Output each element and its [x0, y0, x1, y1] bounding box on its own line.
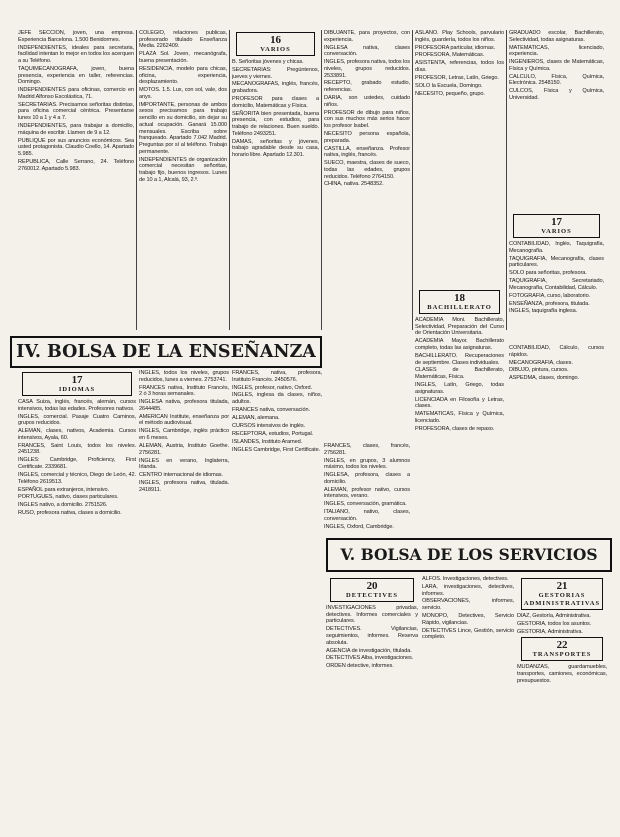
- ad-text: CULCOS, Física y Química, Universidad.: [509, 88, 604, 102]
- ad-text: PORTUGUES, nativo, clases particulares.: [18, 494, 119, 501]
- ad-text: NECESITO, pequeño, grupo.: [415, 90, 485, 97]
- ad-text: INGLES, comercial y técnico, Diego de León, 42. Teléfono 2619513.: [18, 471, 136, 485]
- ad-text: MATEMATICAS, licenciado, experiencia.: [509, 44, 604, 58]
- ad-text: INGLES, inglesa da clases, niños, adultos.: [232, 392, 322, 406]
- ad-text: TAQUIGRAFIA, Mecanografía, clases particulares.: [509, 255, 604, 269]
- ad-text: GESTORIA, todos los asuntos.: [517, 620, 592, 627]
- ad-text: RUSO, profesora nativa, clases a domicilio.: [18, 510, 122, 517]
- ad-text: ENSEÑANZA, profesora, titulada.: [509, 300, 590, 307]
- ad-text: CLASES de Bachillerato, Matemáticas, Física.: [415, 367, 504, 381]
- ad-text: B. Señoritas jóvenes y chicas.: [232, 59, 304, 65]
- ad-text: INDEPENDIENTES de organización comercial necesitan señoritas, trabajo fijo, buenos ingresos. Lunes de 10 a 1, Alcalá, 93, 2.º.: [139, 156, 227, 183]
- ad-text: INGLES, comercial. Pasaje Cuatro Caminos, grupos reducidos.: [18, 413, 136, 427]
- section-title: DETECTIVES: [346, 592, 398, 599]
- section-number: 22: [556, 639, 568, 652]
- ad-text: INGLES, Oxford, Cambridge.: [324, 523, 394, 530]
- section-header-varios-17: [513, 214, 600, 238]
- column-detectives: [326, 576, 418, 832]
- ad-text: FRANCES nativa, Instituto Francés, 2 ó 3 horas semanales.: [139, 384, 229, 398]
- section-header-varios-16: [236, 32, 315, 56]
- section-header-detectives: [330, 578, 414, 602]
- ad-text: COLEGIO, relaciones publicas, profesorado titulado Enseñanza Media. 2262409.: [139, 30, 227, 50]
- section-title: TRANSPORTES: [532, 651, 592, 659]
- ad-text: NECESITO persona española, preparada.: [324, 130, 410, 144]
- column-rule: [506, 30, 507, 330]
- ad-text: ASPEDMA, clases, domingo.: [509, 375, 579, 382]
- ad-text: BACHILLERATO. Recuperaciones de septiembre. Clases individuales.: [415, 352, 504, 366]
- ad-text: PROFESOR para clases a domicilio, Matemáticas y Física.: [232, 96, 319, 109]
- ad-text: CENTRO internacional de idiomas.: [139, 472, 223, 479]
- ad-text: INGLES, profesora nativa, todos los niveles, grupos reducidos. 2533891.: [324, 59, 410, 79]
- section-title: VARIOS: [541, 228, 572, 235]
- column-rule: [229, 30, 230, 330]
- ad-text: GESTORIA, Administrativa.: [517, 628, 583, 635]
- ad-text: INGENIEROS, clases de Matemáticas, Física y Química.: [509, 59, 604, 72]
- ad-text: INGLES Cambridge, First Certificate.: [232, 446, 321, 453]
- column-6-lower: [509, 212, 604, 342]
- column-idiomas-4: [324, 443, 410, 533]
- section-header-gestorias: [521, 578, 603, 610]
- column-3: [232, 30, 319, 360]
- ad-text: REPUBLICA, Calle Serrano, 24. Teléfono 2760012. Apartado 5.983.: [18, 158, 134, 172]
- section-number: 16: [270, 34, 281, 46]
- ad-text: CASTILLA, enseñanza. Profesor nativa, inglés, francés.: [324, 145, 410, 159]
- ad-text: CURSOS intensivos de inglés.: [232, 422, 306, 429]
- ad-text: DETECTIVES. Vigilancias, seguimientos, informes. Reserva absoluta.: [326, 626, 418, 646]
- column-idiomas-2: [139, 370, 229, 832]
- ad-text: DETECTIVES Lince, Gestión, servicio completo.: [422, 627, 514, 641]
- ad-text: SECRETARIAS. Precisamos señoritas distintas, para oficina comercial céntrica. Presentarse lunes 10 a 1 y 4 a 7.: [18, 101, 134, 122]
- ad-text: INGLES: Cambridge, Proficiency, First Certificate. 2339681.: [18, 457, 136, 471]
- ad-text: PROFESOR de dibujo para niños, con sus muchos más serios hacer los profesor Isabel.: [324, 109, 410, 130]
- ad-text: PROFESORA particular, idiomas.: [415, 44, 496, 51]
- ad-text: INGLES, Latín, Griego, todas asignaturas.: [415, 382, 504, 395]
- ad-text: FRANCES, nativa, profesora, Instituto Francés. 2450576.: [232, 370, 322, 383]
- section-number: 17: [551, 216, 562, 228]
- section-header-idiomas: [22, 372, 132, 396]
- column-6-middle: [509, 345, 604, 525]
- ad-text: INGLES nativo, a domicilio. 2751526.: [18, 502, 108, 509]
- ad-text: INDEPENDIENTES, ideales para secretaria, facilidad intentan lo mejor en todos los acerquen a su Teléfono.: [18, 44, 134, 64]
- ad-text: AGENCIA de investigación, titulada.: [326, 647, 412, 654]
- ad-text: CALCULO, Física, Química, Electrónica. 2548150.: [509, 73, 604, 87]
- ad-text: TAQUIGRAFIA, Secretariado, Mecanografía, Contabilidad, Cálculo.: [509, 278, 604, 291]
- ad-text: CHINA, nativa. 2548352.: [324, 181, 384, 188]
- section-title: IDIOMAS: [58, 386, 96, 393]
- ad-text: INGLES, todos los niveles, grupos reducidos, lunes a viernes. 2753741.: [139, 370, 229, 383]
- ad-text: INGLES, en grupos, 3 alumnos máximo, todos los niveles.: [324, 457, 410, 471]
- ad-text: SECRETARIAS: Pregúntenos, jueves y viernes.: [232, 66, 319, 80]
- section-title: GESTORIAS ADMINISTRATIVAS: [523, 592, 601, 607]
- ad-text: ACADEMIA Mayor. Bachillerato completo, todas las asignaturas.: [415, 338, 504, 351]
- ad-text: ALEMAN, Austria, Instituto Goethe. 2756281.: [139, 442, 229, 456]
- column-6: [509, 30, 604, 210]
- ad-text: AMERICAN Institute, enseñanza por el método audiovisual.: [139, 413, 229, 427]
- ad-text: MECANOGRAFAS, inglés, francés, grabadora.: [232, 81, 319, 95]
- column-5: [415, 30, 504, 285]
- ad-text: RESIDENCIA, modelo para chicas, oficina, experiencia, desplazamiento.: [139, 65, 227, 86]
- section-number: 17: [71, 374, 83, 386]
- ad-text: ISLANDES, Instituto Aramed.: [232, 438, 303, 445]
- column-idiomas-1: [18, 370, 136, 832]
- column-5-lower: [415, 288, 504, 518]
- ad-text: CASA Suiza, inglés, francés, alemán, cursos intensivos, todas las edades. Profesores nativos.: [18, 399, 136, 412]
- ad-text: OBSERVACIONES, informes, servicio.: [422, 598, 514, 612]
- section-number: 20: [366, 580, 378, 592]
- ad-text: MECANOGRAFIA, clases.: [509, 359, 573, 366]
- ad-text: ACADEMIA Moni. Bachillerato, Selectividad, Preparación del Curso de Orientación Universitaria.: [415, 317, 504, 337]
- section-number: 18: [454, 292, 465, 304]
- column-1: [18, 30, 134, 346]
- ad-text: MONOPO, Detectives, Servicio Rápido, vigilancias.: [422, 613, 514, 626]
- section-title: BACHILLERATO: [427, 304, 492, 311]
- ad-text: ASISTENTA, referencias, todos los días.: [415, 60, 504, 74]
- ad-text: PROFESORA, clases de repaso.: [415, 425, 495, 432]
- ad-text: SEÑORITA bien presentada, buena presencia, con estudios, para trabajo de relaciones. Buen sueldo. Teléfono 2493251.: [232, 110, 319, 137]
- ad-text: MATEMATICAS, Física y Química, licenciado.: [415, 411, 504, 424]
- ad-text: FOTOGRAFIA, curso, laboratorio.: [509, 292, 591, 299]
- banner-bolsa-servicios: V. BOLSA DE LOS SERVICIOS: [326, 538, 612, 572]
- ad-text: CONTABILIDAD, Inglés, Taquigrafía, Mecanografía.: [509, 241, 604, 254]
- ad-text: INGLESA, profesora, clases a domicilio.: [324, 472, 410, 485]
- ad-text: DARIA, son ustedes, cuidado niños.: [324, 95, 410, 108]
- ad-text: INGLES, profesor, nativo, Oxford.: [232, 384, 313, 391]
- ad-text: INGLESA nativa, profesora titulada, 2644485.: [139, 399, 229, 412]
- ad-text: DIBUJANTE, para proyectos, con experiencia.: [324, 30, 410, 43]
- ad-text: ASLANO. Play Schools, parvulario inglés, guardería, todos los niños.: [415, 30, 504, 43]
- ad-text: DIBUJO, pintura, cursos.: [509, 367, 569, 374]
- ad-text: TAQUIMECANOGRAFA, joven, buena presencia, experiencia en taller, referencias. Domingo.: [18, 65, 134, 86]
- section-title: VARIOS: [260, 46, 291, 53]
- section-header-transportes: [521, 637, 603, 661]
- ad-text: LARA, investigaciones, detectives, informes.: [422, 583, 514, 597]
- column-rule: [412, 30, 413, 330]
- ad-text: INGLES, taquigrafía inglesa.: [509, 308, 578, 315]
- ad-text: PLAZA Sol. Joven, mecanógrafa, buena presentación.: [139, 51, 227, 64]
- ad-text: FRANCES, Saint Louis, todos los niveles. 2451238.: [18, 442, 136, 456]
- ad-text: FRANCES nativa, conversación.: [232, 407, 310, 414]
- column-rule: [321, 30, 322, 330]
- ad-text: ITALIANO, nativo, clases, conversación.: [324, 509, 410, 522]
- ad-text: INGLES en verano, Inglaterra, Irlanda.: [139, 457, 229, 471]
- section-number: 21: [556, 580, 568, 592]
- ad-text: ALEMAN, clases, nativos, Academia. Cursos intensivos, Ayala, 60.: [18, 428, 136, 441]
- ad-text: SOLO para señoritas, profesora.: [509, 270, 587, 277]
- ad-text: PUBLIQUE por sus anuncios económicos. Sea usted protagonista. Claudio Coello, 14. Apartado 5.985.: [18, 137, 134, 158]
- ad-text: IMPORTANTE, personas de ambos sexos precisamos para trabajo sencillo en su domicilio, sin dejar su actual ocupación. Ganará 15.000 mensuales. Escriba sobre franqueado. Apartado 7.042 Madrid. Preguntas por sí al teléfono. Trabajo permanente.: [139, 101, 227, 155]
- ad-text: INGLES, conversación, gramática.: [324, 501, 407, 508]
- column-rule: [136, 30, 137, 330]
- ad-text: ALFOS. Investigaciones, detectives.: [422, 576, 509, 582]
- column-2: [139, 30, 227, 360]
- section-header-bachillerato: [419, 290, 500, 314]
- ad-text: DETECTIVES Alba, investigaciones.: [326, 655, 414, 662]
- ad-text: ORDEN detective, informes.: [326, 663, 394, 670]
- ad-text: INVESTIGACIONES privadas, detectives. Informes comerciales y particulares.: [326, 605, 418, 625]
- ad-text: INGLESA nativa, clases conversación.: [324, 44, 410, 58]
- ad-text: CONTABILIDAD, Cálculo, cursos rápidos.: [509, 345, 604, 358]
- ad-text: RECEPTORA, estudios, Portugal.: [232, 430, 314, 437]
- ad-text: ALEMAN, alemana.: [232, 414, 280, 421]
- column-gestorias: [517, 576, 607, 832]
- ad-text: INDEPENDIENTES, para trabajar a domicilio, máquina de escribir. Llamen de 9 a 12.: [18, 123, 134, 136]
- ad-text: FRANCES, clases, francés, 2756281.: [324, 443, 410, 456]
- ad-text: RECEPTO, grabado estudio, referencias.: [324, 80, 410, 94]
- ad-text: MOTOS. 1.5. Lux, con sol, vale, dos anys.: [139, 87, 227, 100]
- banner-bolsa-ensenanza: IV. BOLSA DE LA ENSEÑANZA: [10, 336, 322, 368]
- ad-text: GRADUADO escolar, Bachillerato, Selectividad, todas asignaturas.: [509, 30, 604, 43]
- ad-text: ESPAÑOL para extranjeros, intensivo.: [18, 486, 109, 493]
- ad-text: INGLES, profesora nativa, titulada. 2418911.: [139, 480, 229, 493]
- column-idiomas-3: [232, 370, 322, 832]
- column-4: [324, 30, 410, 440]
- ad-text: DAMAS, señoritas y jóvenes, trabajo agradable desde su casa, horario libre. Apartado 12.301.: [232, 138, 319, 159]
- ad-text: DIAZ, Gestoría, Administrativa.: [517, 613, 591, 619]
- column-detectives-2: [422, 576, 514, 832]
- ad-text: INGLES, Cambridge, inglés práctico en 6 meses.: [139, 428, 229, 442]
- ad-text: MUDANZAS, guardamuebles, transportes, camiones, económicas, presupuestos.: [517, 664, 607, 684]
- ad-text: SUECO, maestra, clases de sueco, todas las edades, grupos reducidos. Teléfono 2764150.: [324, 160, 410, 180]
- ad-text: LICENCIADA en Filosofía y Letras, clases.: [415, 396, 504, 410]
- ad-text: SOLO la Escuela, Domingo.: [415, 82, 483, 89]
- ad-text: INDEPENDIENTES para oficinas, comercio en Madrid Alfonso Escolástica, 71.: [18, 87, 134, 100]
- ad-text: PROFESORA, Matemáticas.: [415, 52, 485, 59]
- ad-text: ALEMAN, profesor nativo, cursos intensivos, verano.: [324, 486, 410, 500]
- ad-text: PROFESOR, Letras, Latín, Griego.: [415, 74, 499, 81]
- ad-text: JEFE SECCION, joven, una empresa. Experiencia Barcelona. 1.500 Benidormes.: [18, 30, 134, 43]
